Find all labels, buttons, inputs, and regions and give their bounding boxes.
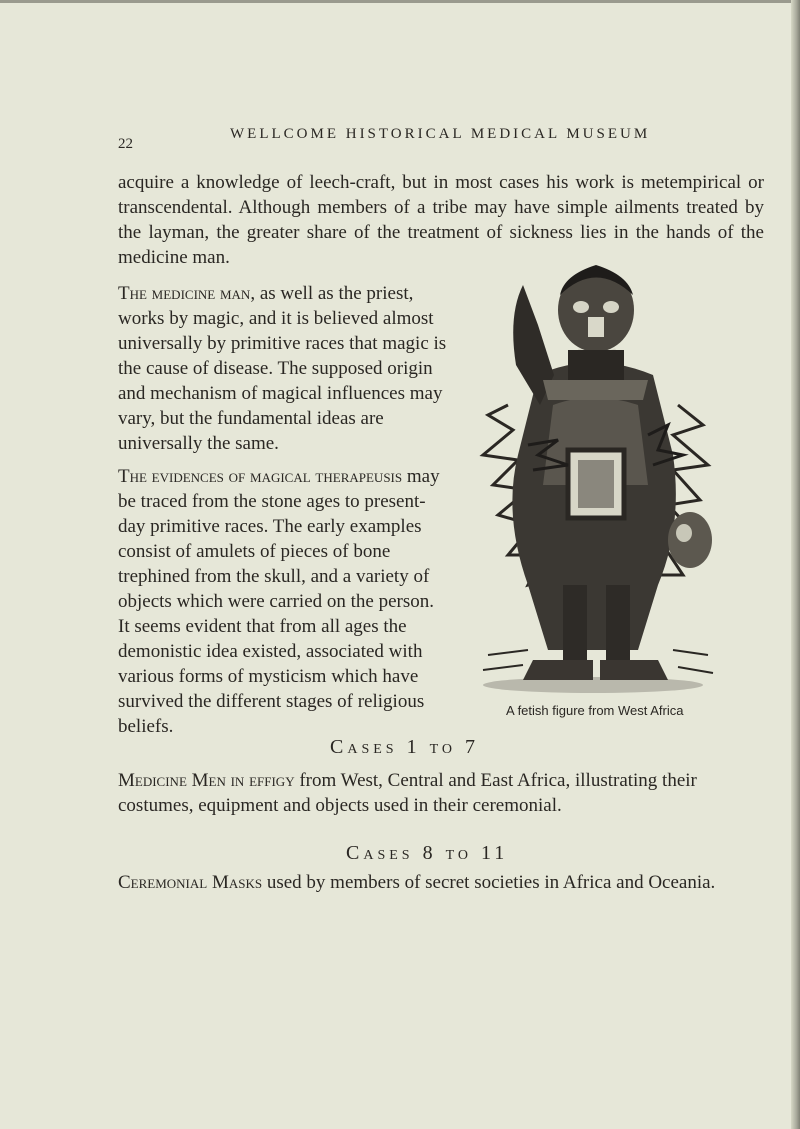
medicine-man-paragraph: [118, 281, 448, 456]
page-number: 22: [118, 136, 133, 152]
cases-8-11-heading: Cases 8 to 11: [346, 842, 509, 864]
evidences-body: may be traced from the stone ages to present-day primitive races. The early examples consist of amulets of pieces of bone trephined from the skull, and a variety of objects which were carried on the person. It seems evident that from all ages the demonistic idea existed, associated with various forms of mysticism which have survived the different stages of religious beliefs.: [118, 466, 440, 737]
medicine-man-body: as well as the priest, works by magic, and it is believed almost universally by primitive races that magic is the cause of disease. The supposed origin and mechanism of magical influences may vary, but the fundamental ideas are universally the same.: [118, 283, 447, 454]
cases-8-11-paragraph: [118, 870, 768, 895]
evidences-paragraph: [118, 464, 448, 739]
page-right-edge: [791, 0, 800, 1129]
cases-1-7-body: from West, Central and East Africa, illustrating their costumes, equipment and objects used in their ceremonial.: [118, 770, 697, 816]
fetish-figure-illustration: [468, 255, 718, 700]
evidences-lead: The evidences of magical therapeusis: [118, 466, 403, 487]
cases-1-7-lead: Medicine Men in effigy: [118, 770, 295, 791]
cases-8-11-body: used by members of secret societies in Africa and Oceania.: [266, 872, 716, 893]
figure-caption: A fetish figure from West Africa: [506, 703, 684, 718]
cases-1-7-heading: Cases 1 to 7: [330, 736, 479, 758]
medicine-man-lead: The medicine man,: [118, 283, 256, 304]
cases-8-11-lead: Ceremonial Masks: [118, 872, 263, 893]
page-top-edge: [0, 0, 800, 3]
cases-1-7-paragraph: [118, 768, 768, 818]
running-head: WELLCOME HISTORICAL MEDICAL MUSEUM: [230, 126, 651, 142]
intro-paragraph: acquire a knowledge of leech-craft, but in most cases his work is metempirical or transcendental. Although members of a tribe may have simple ailments treated by the layman, the greater share of the treatment of sickness lies in the hands of the medicine man.: [118, 172, 764, 268]
